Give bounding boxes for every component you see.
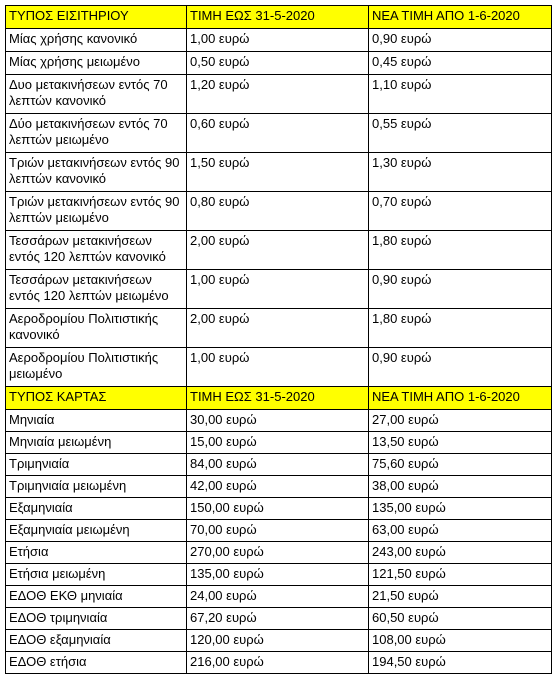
type-header-cell: ΤΥΠΟΣ ΕΙΣΙΤΗΡΙΟΥ	[6, 6, 187, 29]
type-cell: Μηνιαία	[6, 410, 187, 432]
new-price-cell: 1,80 ευρώ	[369, 231, 552, 270]
type-cell: Μηνιαία μειωμένη	[6, 432, 187, 454]
ticket-header-row	[6, 6, 552, 29]
fare-table	[5, 5, 552, 674]
ticket-row	[6, 309, 552, 348]
new-price-cell: 38,00 ευρώ	[369, 476, 552, 498]
ticket-row	[6, 231, 552, 270]
type-cell: Τεσσάρων μετακινήσεων εντός 120 λεπτών μειωμένο	[6, 270, 187, 309]
old-price-cell: 0,60 ευρώ	[187, 114, 369, 153]
card-row	[6, 520, 552, 542]
new-price-cell: 75,60 ευρώ	[369, 454, 552, 476]
old-price-cell: 1,00 ευρώ	[187, 270, 369, 309]
card-row	[6, 454, 552, 476]
new-price-cell: 1,80 ευρώ	[369, 309, 552, 348]
old-price-cell: 2,00 ευρώ	[187, 231, 369, 270]
new-price-cell: 1,30 ευρώ	[369, 153, 552, 192]
type-cell: ΕΔΟΘ ΕΚΘ μηνιαία	[6, 586, 187, 608]
ticket-row	[6, 29, 552, 52]
new-price-cell: 0,90 ευρώ	[369, 29, 552, 52]
type-header-cell: ΤΥΠΟΣ ΚΑΡΤΑΣ	[6, 387, 187, 410]
old-price-cell: 1,50 ευρώ	[187, 153, 369, 192]
type-cell: Εξαμηνιαία	[6, 498, 187, 520]
ticket-row	[6, 114, 552, 153]
card-row	[6, 498, 552, 520]
type-cell: Τριών μετακινήσεων εντός 90 λεπτών μειωμένο	[6, 192, 187, 231]
type-cell: Τριών μετακινήσεων εντός 90 λεπτών κανονικό	[6, 153, 187, 192]
old-price-cell: 24,00 ευρώ	[187, 586, 369, 608]
fare-table-container	[5, 5, 552, 674]
old-price-cell: 150,00 ευρώ	[187, 498, 369, 520]
type-cell: Δυο μετακινήσεων εντός 70 λεπτών κανονικό	[6, 75, 187, 114]
new-price-cell: 63,00 ευρώ	[369, 520, 552, 542]
new-price-cell: 0,90 ευρώ	[369, 270, 552, 309]
old-price-header-cell: ΤΙΜΗ ΕΩΣ 31-5-2020	[187, 6, 369, 29]
old-price-cell: 84,00 ευρώ	[187, 454, 369, 476]
new-price-cell: 135,00 ευρώ	[369, 498, 552, 520]
old-price-cell: 1,00 ευρώ	[187, 348, 369, 387]
type-cell: ΕΔΟΘ ετήσια	[6, 652, 187, 674]
old-price-cell: 135,00 ευρώ	[187, 564, 369, 586]
type-cell: Τεσσάρων μετακινήσεων εντός 120 λεπτών κανονικό	[6, 231, 187, 270]
old-price-header-cell: ΤΙΜΗ ΕΩΣ 31-5-2020	[187, 387, 369, 410]
type-cell: Τριμηνιαία	[6, 454, 187, 476]
type-cell: ΕΔΟΘ τριμηνιαία	[6, 608, 187, 630]
ticket-row	[6, 270, 552, 309]
new-price-cell: 0,55 ευρώ	[369, 114, 552, 153]
ticket-row	[6, 153, 552, 192]
type-cell: Ετήσια	[6, 542, 187, 564]
type-cell: Ετήσια μειωμένη	[6, 564, 187, 586]
old-price-cell: 216,00 ευρώ	[187, 652, 369, 674]
card-row	[6, 608, 552, 630]
card-row	[6, 564, 552, 586]
new-price-cell: 1,10 ευρώ	[369, 75, 552, 114]
new-price-cell: 243,00 ευρώ	[369, 542, 552, 564]
card-row	[6, 630, 552, 652]
new-price-cell: 21,50 ευρώ	[369, 586, 552, 608]
type-cell: Αεροδρομίου Πολιτιστικής κανονικό	[6, 309, 187, 348]
old-price-cell: 70,00 ευρώ	[187, 520, 369, 542]
new-price-cell: 27,00 ευρώ	[369, 410, 552, 432]
card-row	[6, 542, 552, 564]
new-price-header-cell: ΝΕΑ ΤΙΜΗ ΑΠΟ 1-6-2020	[369, 6, 552, 29]
type-cell: Δύο μετακινήσεων εντός 70 λεπτών μειωμένο	[6, 114, 187, 153]
type-cell: Τριμηνιαία μειωμένη	[6, 476, 187, 498]
old-price-cell: 0,50 ευρώ	[187, 52, 369, 75]
new-price-cell: 0,45 ευρώ	[369, 52, 552, 75]
old-price-cell: 1,00 ευρώ	[187, 29, 369, 52]
card-row	[6, 586, 552, 608]
card-row	[6, 410, 552, 432]
card-row	[6, 476, 552, 498]
type-cell: ΕΔΟΘ εξαμηνιαία	[6, 630, 187, 652]
old-price-cell: 15,00 ευρώ	[187, 432, 369, 454]
old-price-cell: 2,00 ευρώ	[187, 309, 369, 348]
new-price-cell: 194,50 ευρώ	[369, 652, 552, 674]
ticket-row	[6, 75, 552, 114]
old-price-cell: 42,00 ευρώ	[187, 476, 369, 498]
old-price-cell: 270,00 ευρώ	[187, 542, 369, 564]
card-row	[6, 432, 552, 454]
new-price-header-cell: ΝΕΑ ΤΙΜΗ ΑΠΟ 1-6-2020	[369, 387, 552, 410]
card-header-row	[6, 387, 552, 410]
type-cell: Αεροδρομίου Πολιτιστικής μειωμένο	[6, 348, 187, 387]
fare-table-body	[6, 6, 552, 674]
old-price-cell: 30,00 ευρώ	[187, 410, 369, 432]
ticket-row	[6, 192, 552, 231]
new-price-cell: 0,70 ευρώ	[369, 192, 552, 231]
new-price-cell: 13,50 ευρώ	[369, 432, 552, 454]
new-price-cell: 60,50 ευρώ	[369, 608, 552, 630]
type-cell: Μίας χρήσης κανονικό	[6, 29, 187, 52]
ticket-row	[6, 348, 552, 387]
new-price-cell: 108,00 ευρώ	[369, 630, 552, 652]
new-price-cell: 0,90 ευρώ	[369, 348, 552, 387]
old-price-cell: 1,20 ευρώ	[187, 75, 369, 114]
old-price-cell: 0,80 ευρώ	[187, 192, 369, 231]
new-price-cell: 121,50 ευρώ	[369, 564, 552, 586]
type-cell: Μίας χρήσης μειωμένο	[6, 52, 187, 75]
old-price-cell: 120,00 ευρώ	[187, 630, 369, 652]
type-cell: Εξαμηνιαία μειωμένη	[6, 520, 187, 542]
old-price-cell: 67,20 ευρώ	[187, 608, 369, 630]
ticket-row	[6, 52, 552, 75]
